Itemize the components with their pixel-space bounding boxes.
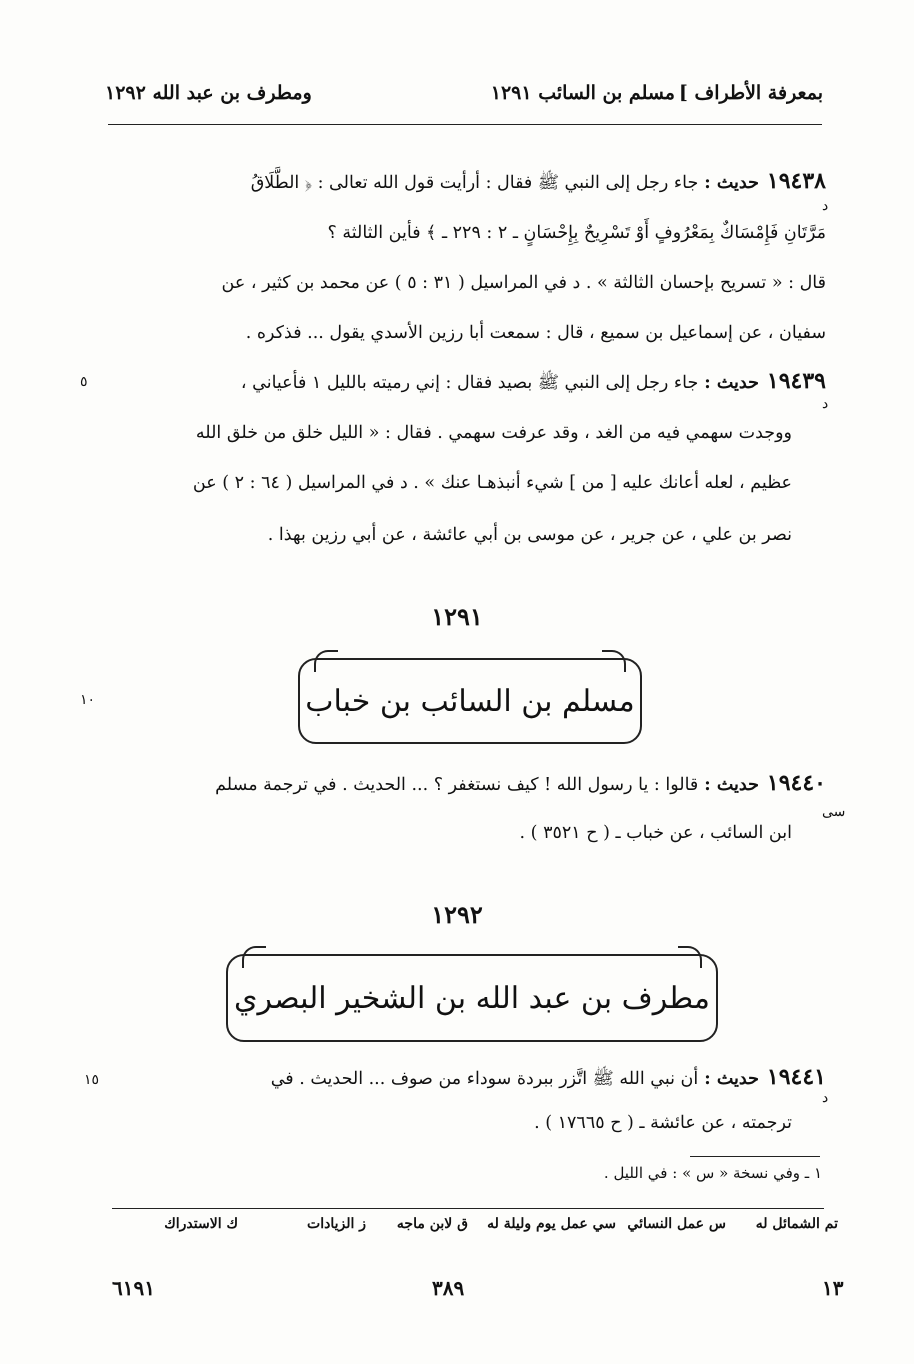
header-left: ومطرف بن عبد الله ١٢٩٢ [105,82,312,104]
hadith-label: حديث : [704,373,759,393]
hadith-19441-line-2: ترجمته ، عن عائشة ـ ( ح ١٧٦٦٥ ) . [534,1113,792,1133]
hadith-number: ١٩٤٤١ [766,1064,826,1090]
hadith-number: ١٩٤٤٠ [766,770,826,796]
hadith-19438-line-3: قال : « تسريح بإحسان الثالثة » . د في المراسيل ( ٣١ : ٥ ) عن محمد بن كثير ، عن [221,273,826,293]
footnote-rule [690,1156,820,1157]
legend-item: س عمل النسائي [627,1216,726,1232]
section-number: ١٢٩٢ [431,900,483,929]
hadith-19441-line-1 [96,1062,826,1094]
hadith-label: حديث : [704,173,759,193]
hadith-text: أن نبي الله ﷺ اتَّزر ببردة سوداء من صوف ... الحديث . في [270,1069,699,1089]
margin-line-number: ١٥ [84,1072,100,1088]
header-right: بمعرفة الأطراف ] [678,82,823,104]
footnote: ١ ـ وفي نسخة « س » : في الليل . [603,1164,822,1182]
footer-left-number: ٦١٩١ [112,1276,155,1300]
hadith-19440-line-2: ابن السائب ، عن خباب ـ ( ح ٣٥٢١ ) . [519,823,792,843]
hadith-text: جاء رجل إلى النبي ﷺ فقال : أرأيت قول الله تعالى : ﴿ الطَّلَاقُ [250,173,699,193]
abbreviation-legend [112,1216,838,1244]
hadith-label: حديث : [704,1069,759,1089]
hadith-19440-line-1 [96,768,826,800]
source-symbol: سى [822,804,846,820]
hadith-text: قالوا : يا رسول الله ! كيف نستغفر ؟ ... الحديث . في ترجمة مسلم [215,775,699,795]
hadith-19439-line-2: ووجدت سهمي فيه من الغد ، وقد عرفت سهمي . فقال : « الليل خلق من خلق الله [195,423,792,443]
margin-line-number: ٥ [80,374,88,390]
hadith-number: ١٩٤٣٩ [766,368,826,394]
section-title-box [226,954,718,1042]
hadith-number: ١٩٤٣٨ [766,168,826,194]
source-symbol: د [822,396,829,412]
legend-item: سي عمل يوم وليلة له [487,1216,616,1232]
legend-item: ق لابن ماجه [396,1216,468,1232]
source-symbol: د [822,198,829,214]
hadith-19439-line-3: عظيم ، لعله أعانك عليه [ من ] شيء أنبذهـا عنك » . د في المراسيل ( ٦٤ : ٢ ) عن [192,473,792,493]
section-number: ١٢٩١ [431,602,483,631]
hadith-19439-line-1 [96,366,826,398]
section-title: مسلم بن السائب بن خباب [305,683,635,719]
header-middle: مسلم بن السائب ١٢٩١ [490,82,675,104]
page-number: ٣٨٩ [432,1276,465,1300]
hadith-19438-line-2: مَرَّتَانِ فَإِمْسَاكٌ بِمَعْرُوفٍ أَوْ تَسْرِيحٌ بِإِحْسَانٍ ـ ٢ : ٢٢٩ ـ ﴾ فأين الثالثة ؟ [327,223,826,243]
section-title: مطرف بن عبد الله بن الشخير البصري [234,980,710,1016]
legend-item: ك الاستدراك [164,1216,238,1232]
margin-line-number: ١٠ [80,692,96,708]
hadith-19438-line-1 [96,166,826,198]
footer-volume: ١٣ [822,1276,844,1300]
hadith-label: حديث : [704,775,759,795]
section-title-box [298,658,642,744]
source-symbol: د [822,1090,829,1106]
running-header [105,82,823,116]
hadith-19438-line-4: سفيان ، عن إسماعيل بن سميع ، قال : سمعت أبا رزين الأسدي يقول ... فذكره . [245,323,826,343]
legend-item: تم الشمائل له [755,1216,838,1232]
legend-item: ز الزيادات [307,1216,366,1232]
header-rule [108,124,822,125]
legend-rule [112,1208,824,1209]
hadith-19439-line-4: نصر بن علي ، عن جرير ، عن موسى بن أبي عائشة ، عن أبي رزين بهذا . [267,525,792,545]
hadith-text: جاء رجل إلى النبي ﷺ بصيد فقال : إني رميته بالليل ١ فأعياني ، [240,373,699,393]
